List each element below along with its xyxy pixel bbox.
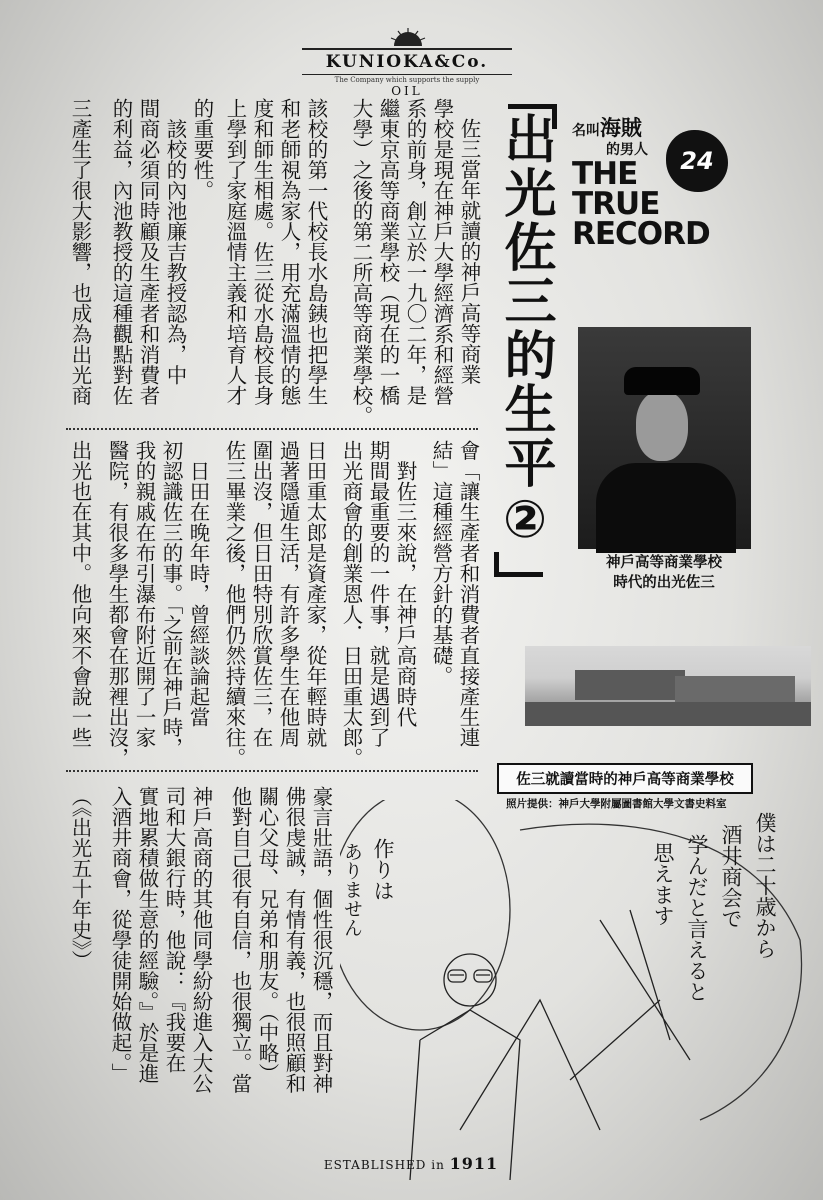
- series-name-prefix: 名叫: [572, 123, 600, 139]
- body-column: 司和大銀行時，他說：『我要在: [162, 786, 186, 1073]
- sketch-note: 思えます: [651, 842, 675, 926]
- rising-sun-icon: [390, 28, 426, 46]
- body-column: 學校是現在神戶大學經濟系和經營: [430, 98, 454, 406]
- body-column: 佐三畢業之後，他們仍然持續來往。: [222, 440, 246, 768]
- photo-credit: 照片提供：神戶大學附屬圖書館大學文書史料室: [506, 798, 727, 810]
- body-column: 出光商會的創業恩人．日田重太郎。: [339, 440, 363, 768]
- issue-number-badge: 24: [666, 130, 728, 192]
- series-rec-record: RECORD: [572, 216, 710, 252]
- sketch-note: 酒井商会で: [719, 824, 743, 929]
- body-column: 系的前身，創立於一九〇二年，是: [403, 98, 427, 406]
- body-column: 三產生了很大影響，也成為出光商: [68, 98, 92, 406]
- oil-label: OIL: [391, 84, 423, 98]
- body-column: 我的親戚在布引瀑布附近開了一家: [132, 440, 156, 748]
- sketch-note: 学んだと言えると: [685, 834, 709, 1002]
- body-column: 的利益，內池教授的這種觀點對佐: [109, 98, 133, 406]
- footer-established-text: ESTABLISHED in: [323, 1158, 445, 1172]
- source-citation: （《出光五十年史》）: [68, 786, 92, 971]
- body-column: 圍出沒，但日田特別欣賞佐三，在: [249, 440, 273, 748]
- body-column: 大學）之後的第二所高等商業學校。: [349, 98, 373, 426]
- body-column: 他對自己很有自信，也很獨立。當: [228, 786, 252, 1094]
- portrait-caption: [579, 553, 749, 593]
- body-column: 期間最重要的一件事，就是遇到了: [366, 440, 390, 748]
- brand-tagline: The Company which supports the supply: [334, 76, 480, 84]
- body-column: 佐三當年就讀的神戶高等商業: [457, 118, 481, 385]
- section-divider: [66, 770, 478, 772]
- body-column: 會「讓生產者和消費者直接產生連: [456, 440, 480, 748]
- footer-year: 1911: [449, 1154, 499, 1173]
- body-column: 醫院，有很多學生都會在那裡出沒，: [105, 440, 129, 768]
- body-column: 上學到了家庭溫情主義和培育人才: [223, 98, 247, 406]
- footer-established: [318, 1154, 504, 1173]
- body-column: 初認識佐三的事。「之前在神戶時，: [159, 440, 183, 758]
- body-column: 度和師生相處。佐三從水島校長身: [250, 98, 274, 406]
- body-column: 出光也在其中。他向來不會說一些: [68, 440, 92, 748]
- body-column: 繼東京高等商業學校（現在的一橋: [376, 98, 400, 406]
- body-column: 佛很虔誠，有情有義，也很照顧和: [282, 786, 306, 1094]
- sketch-note: 僕は二十歳から: [753, 812, 777, 959]
- article-title: 出光佐三的生平②: [495, 112, 555, 552]
- body-column: 結」這種經營方針的基礎。: [429, 440, 453, 686]
- body-column: 豪言壯語，個性很沉穩，而且對神: [309, 786, 333, 1094]
- body-column: 該校的第一代校長水島銕也把學生: [304, 98, 328, 406]
- body-column: 該校的內池廉吉教授認為，中: [163, 98, 187, 385]
- body-column: 實地累積做生意的經驗。』於是進: [135, 786, 159, 1084]
- manga-sketch: [340, 800, 820, 1180]
- series-rec-true: TRUE: [572, 186, 660, 222]
- body-column: 入酒井商會，從學徒開始做起。」: [108, 786, 132, 1084]
- body-column: 的重要性。: [190, 98, 214, 201]
- body-column: 和老師視為家人，用充滿溫情的態: [277, 98, 301, 406]
- portrait-caption-line1: 神戶高等商業學校: [606, 555, 722, 571]
- school-caption: 佐三就讀當時的神戶高等商業學校: [497, 763, 753, 794]
- section-divider: [66, 428, 478, 430]
- portrait-photo: [578, 327, 751, 549]
- body-column: 對佐三來說，在神戶高商時代: [393, 440, 417, 727]
- series-rec-the: THE: [572, 156, 638, 192]
- series-name-suffix: 的男人: [606, 142, 648, 158]
- portrait-caption-line2: 時代的出光佐三: [613, 575, 715, 591]
- body-column: 日田在晚年時，曾經談論起當: [186, 440, 210, 727]
- sketch-note: 作りは: [371, 838, 395, 901]
- body-column: 過著隱遁生活，有許多學生在他周: [276, 440, 300, 748]
- body-column: 間商必須同時顧及生產者和消費者: [136, 98, 160, 406]
- title-bracket-close: [494, 552, 543, 577]
- body-column: 神戶高商的其他同學紛紛進入大公: [189, 786, 213, 1094]
- sketch-note: ありません: [341, 842, 363, 937]
- series-name-main: 海賊: [600, 115, 642, 140]
- brand-name: KUNIOKA&Co.: [302, 48, 512, 75]
- body-column: 日田重太郎是資產家，從年輕時就: [303, 440, 327, 748]
- body-column: 關心父母、兄弟和朋友。（中略）: [255, 786, 279, 1084]
- school-photo: [525, 646, 811, 726]
